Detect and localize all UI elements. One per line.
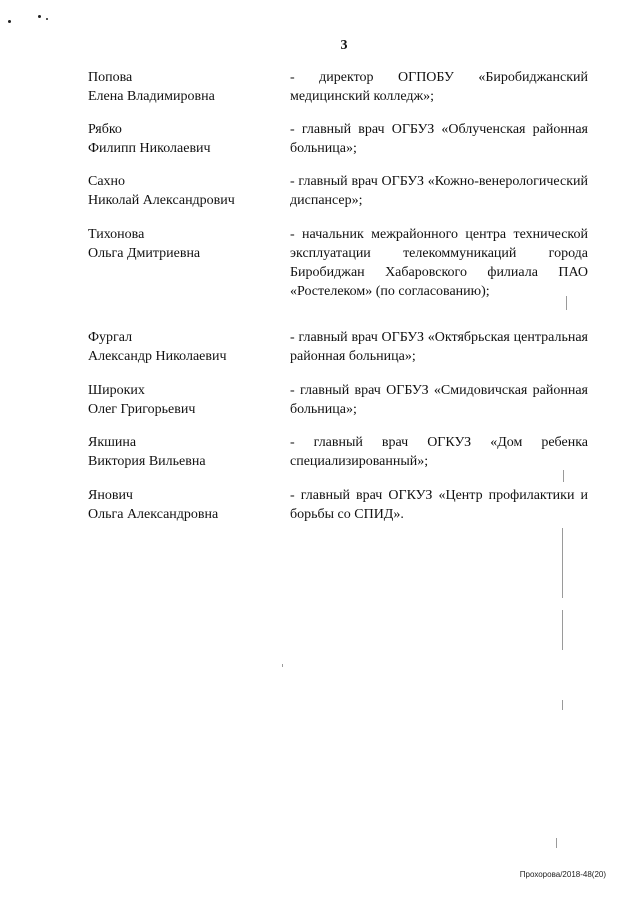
scan-mark: [562, 700, 563, 710]
member-surname: Тихонова: [88, 227, 145, 242]
member-surname: Сахно: [88, 174, 126, 189]
member-given-name: Александр Николаевич: [88, 349, 227, 364]
member-name: [88, 486, 288, 524]
scan-speck: [8, 20, 11, 23]
member-name: [88, 381, 288, 419]
member-given-name: Ольга Александровна: [88, 507, 219, 522]
member-entry-yakshina: [88, 433, 588, 473]
member-position: - директор ОГПОБУ «Биробиджанский медицинский колледж»;: [290, 70, 588, 104]
scan-mark: [556, 838, 557, 848]
member-name: [88, 225, 288, 263]
scan-mark: [563, 470, 564, 482]
member-surname: Янович: [88, 488, 133, 503]
member-position: - главный врач ОГКУЗ «Дом ребенка специализированный»;: [290, 435, 588, 469]
scan-mark: [566, 296, 567, 310]
member-position: - главный врач ОГБУЗ «Облученская районная больница»;: [290, 122, 588, 156]
member-position: - начальник межрайонного центра технической эксплуатации телекоммуникаций города Биробиджан Хабаровского филиала ПАО «Ростелеком» (по согласованию);: [290, 227, 588, 299]
member-surname: Попова: [88, 70, 133, 85]
member-entry-ryabko: [88, 120, 588, 160]
member-name: [88, 328, 288, 366]
member-given-name: Виктория Вильевна: [88, 454, 206, 469]
member-surname: Якшина: [88, 435, 137, 450]
member-position: - главный врач ОГБУЗ «Октябрьская центральная районная больница»;: [290, 330, 588, 364]
member-name: [88, 120, 288, 158]
member-given-name: Филипп Николаевич: [88, 141, 211, 156]
member-name: [88, 68, 288, 106]
member-position: - главный врач ОГБУЗ «Смидовичская районная больница»;: [290, 383, 588, 417]
member-entry-popova: [88, 68, 588, 108]
page-number: 3: [340, 38, 348, 53]
member-surname: Широких: [88, 383, 145, 398]
member-given-name: Николай Александрович: [88, 193, 235, 208]
member-entry-sakhno: [88, 172, 588, 212]
member-surname: Фургал: [88, 330, 133, 345]
member-position: - главный врач ОГБУЗ «Кожно-венерологический диспансер»;: [290, 174, 588, 208]
member-entry-furgal: [88, 328, 588, 368]
scan-mark: [562, 610, 563, 650]
member-entry-shirokikh: [88, 381, 588, 421]
member-entry-yanovich: [88, 486, 588, 526]
member-given-name: Елена Владимировна: [88, 89, 215, 104]
member-given-name: Ольга Дмитриевна: [88, 246, 201, 261]
scan-mark: [562, 528, 563, 598]
scan-speck: [46, 18, 48, 20]
member-name: [88, 172, 288, 210]
scan-speck: [38, 15, 41, 18]
document-footer-code: Прохорова/2018-48(20): [519, 870, 606, 879]
member-given-name: Олег Григорьевич: [88, 402, 196, 417]
scan-mark: [282, 664, 283, 667]
member-entry-tikhonova: [88, 225, 588, 325]
member-surname: Рябко: [88, 122, 122, 137]
member-position: - главный врач ОГКУЗ «Центр профилактики и борьбы со СПИД».: [290, 488, 588, 522]
member-name: [88, 433, 288, 471]
